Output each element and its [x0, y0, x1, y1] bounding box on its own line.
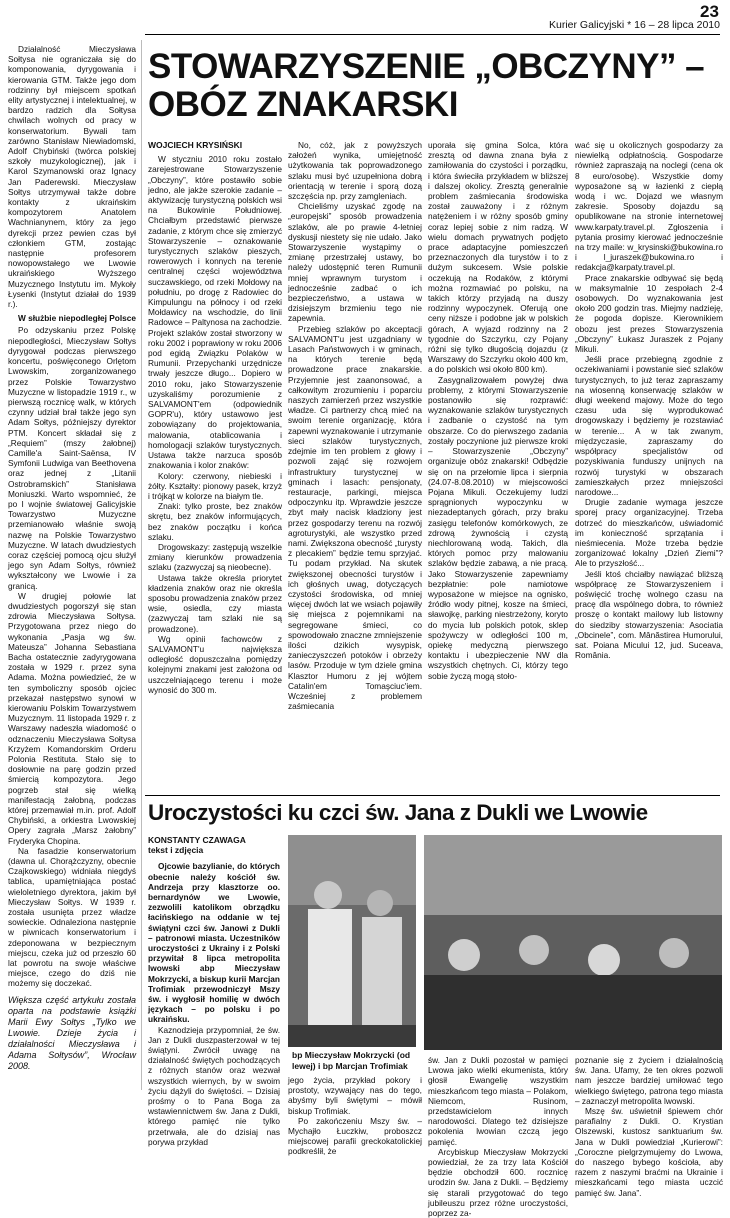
- paragraph: Kaznodzieja przypomniał, że św. Jan z Dukli duszpasterzował w tej świątyni. Zwrócił uwagę na działalność świętych pochodzących z różnych stanów oraz wezwał wszystkich wiernych, by w swoim życiu dążyli do świętości. – Dzisiaj prośmy o to Pana Boga za wstawiennictwem św. Jana z Dukli, którego pamięć nie tylko przetrwała, ale do dzisiaj nas porywa przykład: [148, 1024, 280, 1147]
- paragraph: poznanie się z życiem i działalnością św. Jana. Ufamy, że ten okres pozwoli nam jeszcze bardziej umiłować tego wielkiego świętego, patrona tego miasta – zaznaczył metropolita lwowski.: [575, 1055, 723, 1106]
- paragraph: Prace znakarskie odbywać się będą w maksymalnie 10 zespołach 2-4 osobowych. Do wyznakowania jest około 200 godzin tras. Miejmy nadzieję, że pogoda dopisze. Kierownikiem obozu jest prezes Stowarzyszenia „Obczyny” Łukasz Juraszek z Pojany Mikuli.: [575, 272, 723, 355]
- author-byline: KONSTANTY CZAWAGA: [148, 835, 246, 845]
- paragraph: Wg opinii fachowców z SALVAMONT'u największa odległość dopuszczalna pomiędzy kolejnymi znakami jest założona od uszczelniającego terenu i może wynosić do 300 m.: [148, 633, 282, 695]
- paragraph: Zasygnalizowałem powyżej dwa problemy, z którymi Stowarzyszenie postanowiło się rozprawić: wyznakowanie szlaków turystycznych i zadbanie o czystość na tym obszarze. Co do pierwszego zadania zostały poczynione już pierwsze kroki – Stowarzyszenie „Obczyny” organizuje obóz znakarski! Odbędzie się on na przełomie lipca i sierpnia (24.07-8.08.2010) w miejscowości Pojana Mikuli. Oczekujemy ludzi sprągnionych wypoczynku w niezadeptanych górach, przy braku zasięgu telefonów komórkowych, ze zdrową żywnością i czystą niechlorowaną wodą. Takich, dla których pomoc przy malowaniu szlaków będzie zabawą, a nie pracą. Jako Stowarzyszenie zapewniamy bezpłatnie: pole namiotowe wyposażone w miejsce na ognisko, źródło wody pitnej, kosze na śmieci, sławojkę, parking niestrzeżony, koryto do mycia lub polskich potok, sklep spożywczy w odległości 100 m, opiekę medyczną pierwszego kontaktu i ubezpieczenie NW dla wszystkich chętnych. Ci, którzy tego sobie życzą mogą stoło-: [428, 374, 568, 681]
- article1-col4: [575, 140, 723, 660]
- paragraph: Drugie zadanie wymaga jeszcze sporej pracy organizacyjnej. Trzeba dotrzeć do mieszkańców, uświadomić im konieczność sprzątania i nieśmiecenia. Może trzeba będzie zorganizować lokalny „Dzień Ziemi”? Ale to przyszłość...: [575, 497, 723, 569]
- paragraph: św. Jan z Dukli pozostał w pamięci Lwowa jako wielki ekumenista, który głosił Ewangelię wszystkim mieszkańcom tego miasta – Polakom, Niemcom, Rusinom, przedstawicielom innych narodowości. Dlatego też dzisiejsze pokolenia lwowian czczą jego pamięć.: [428, 1055, 568, 1147]
- section-rule: [145, 795, 720, 796]
- publication-line: Kurier Galicyjski * 16 – 28 lipca 2010: [548, 19, 720, 31]
- paragraph: Po zakończeniu Mszy św. – Mychajło Łuczkiw, proboszcz miejscowej parafii greckokatolickiej podkreślił, że: [288, 1115, 422, 1157]
- source-note: Większa część artykułu została oparta na podstawie książki Marii Ewy Sołtys „Tylko we Lwowie. Dzieje życia i działalności Mieczysława i Adama Sołtysów”, Wrocław 2008.: [8, 994, 136, 1071]
- photo-bishops: [288, 835, 416, 1047]
- article-headline: [148, 48, 723, 124]
- left-paragraph: Po odzyskaniu przez Polskę niepodległości, Mieczysław Sołtys dyrygował podczas pierwszego koncertu, poświęconego Orlętom Lwowskim, zorganizowanego przez Polskie Towarzystwo Muzyczne w listopadzie 1919 r., w pierwszą rocznicę walk, w których czynny udział brał także jego syn Adam Sołtys, późniejszy dyrektor PTM. Koncert składał się z „Requiem” (mszy żałobnej) Camille'a Saint-Saënsa, IV Symfonii Ludwiga van Beethovena oraz jednej z „Litanii Ostrobramskich” Stanisława Moniuszki. Warto wspomnieć, że po I wojnie światowej Galicyjskie Towarzystwo Muzyczne przemianowało właśnie swoją nazwę na Polskie Towarzystwo Muzyczne. W latach dwudziestych coraz częściej pomocą ojcu służył jego syn Adam Sołtys, również wykształcony we Lwowie i za granicą.: [8, 325, 136, 591]
- article2-col1: [148, 835, 280, 1147]
- column-divider: [141, 40, 142, 1090]
- paragraph: Jeśli prace przebiegną zgodnie z oczekiwaniami i powstanie sieć szlaków turystycznych, to już teraz zapraszamy na wiosenną konserwację szlaków w długi weekend majowy. Może do tego czasu uda się wyprodukować drogowskazy i będziemy je rozstawiać w terenie... A w tak zwanym, międzyczasie, zapraszamy do współpracy specjalistów od pozyskiwania funduszy unijnych na rozwój turystyki w obszarach zamieszkałych przez mniejszości narodowe...: [575, 354, 723, 497]
- article2-col2: [288, 1075, 422, 1157]
- lead-paragraph: Ojcowie bazylianie, do których obecnie należy kościół św. Andrzeja przy klasztorze oo. bernardynów we Lwowie, zezwolili katolikom obrządku łacińskiego na oddanie w tej świątyni czci św. Janowi z Dukli – patronowi miasta. Uczestników uroczystości z Ukrainy i z Polski przywitał 8 lipca metropolita lwowski abp Mieczysław Mokrzycki, a biskup kurii Marcjan Trofimiak przewodniczył Mszy św. i wygłosił homilię w dwóch językach – po polsku i po ukraińsku.: [148, 861, 280, 1025]
- headline-line: STOWARZYSZENIE „OBCZYNY” –: [148, 47, 705, 86]
- left-column: [8, 44, 136, 1072]
- left-paragraph: Działalność Mieczysława Sołtysa nie ograniczała się do komponowania, dyrygowania i kierowania GTM. Także jego dom rodzinny był miejscem spotkań elity artystycznej i intelektualnej, w bardzo radzich dla Sołtysa chwilach wolnych od pracy w konserwatorium. Bywali tam zarówno Stanisław Niewiadomski, Adolf Chybiński (twórca polskiej szkoły muzykologicznej), jak i Karol Szymanowski oraz Ignacy Jan Paderewski. Mieczysław Sołtys utrzymywał także dobre kontakty z ukraińskim kompozytorem Anatolem Wachnianynem, który za jego dyrekcji przez pewien czas był członkiem GTM, zostając następnie profesorem nowopowstałego we Lwowie ukraińskiego Wyższego Muzycznego Instytutu im. Mykoły Łysenki (Instytut działał do 1939 r.).: [8, 44, 136, 310]
- paragraph: Znaki: tylko proste, bez znaków skrętu, bez znaków informujących, bez znaków początku i końca szlaku.: [148, 501, 282, 542]
- paragraph: wać się u okolicznych gospodarzy za niewielką odpłatnością. Gospodarze również zapraszają na noclegi (cena ok 8 euro/osobę). Wszystkie domy wyposażone są w łazienki z ciepłą wodą i wc. Dojazd we własnym zakresie. Sposoby dojazdu są opublikowane na stronie internetowej www.karpaty.travel.pl. Zgłoszenia i pytania prosimy kierować jednocześnie na trzy maile: w_krysinski@bukowina.ro i l_juraszek@bukowina.ro i redakcja@karpaty.travel.pl.: [575, 140, 723, 273]
- header-rule: [145, 34, 720, 35]
- paragraph: Jeśli ktoś chciałby nawiązać bliższą współpracę ze Stowarzyszeniem i poświęcić trochę wolnego czasu na pracę dla wspólnego dobra, to również proszę o kontakt mailowy lub listowny do siedziby stowarzyszenia: Asociatia „Obcinele”, com. Mânăstirea Humorului, sat. Poiana Micului 12, jud. Suceava, România.: [575, 568, 723, 661]
- paragraph: Ustawa także określa priorytet kładzenia znaków oraz nie określa sposobu prowadzenia znaków przez wsie, osiedla, czy miasta (zazwyczaj tam szlaki nie są prowadzone).: [148, 572, 282, 634]
- left-paragraph: W drugiej połowie lat dwudziestych pogorszył się stan zdrowia Mieczysława Sołtysa. Przygotowana przez niego do wykonania „Pasja wg św. Mateusza” Johanna Sebastiana Bacha ostatecznie zadyrygowana została w 1929 r. przez syna Adama. Można powiedzieć, że w ten symboliczny sposób ojciec przekazał następstwo synowi w kierowaniu Polskim Towarzystwem Muzycznym. 11 listopada 1929 r. z Warszawy nadeszła wiadomość o odznaczeniu Mieczysława Sołtysa Krzyżem Komandorskim Orderu Polonia Restituta. Stało się to dosłownie na parę godzin przed śmiercią kompozytora. Jego pogrzeb stał się wielką manifestacją żałobną, podczas której przemawiał m.in. prof. Adolf Chybiński, a orkiestra Lwowskiej Opery zagrała „Marsz żałobny” Fryderyka Chopina.: [8, 590, 136, 846]
- paragraph: W styczniu 2010 roku zostało zarejestrowane Stowarzyszenie „Obczyny”, które postawiło sobie jedno, ale jakże szerokie zadanie – aktywizację turystyczną polskich wsi na Bukowinie Południowej. Chciałbym przedstawić pierwsze zadanie, z którym chce się zmierzyć Stowarzyszenie – oznakowanie turystycznych szlaków pieszych, rowerowych i konnych na terenie centralnej części województwa suczawskiego, od rzeki Mołdowy na południu, po drogę z Radowiec do Kimpulungu na północy i od rzeki Mołdawicy na wschodzie, do linii Radowce – Paltynosa na zachodzie. Projekt szlaków został stworzony w roku 2002 i poprawiony w roku 2006 pod egidą Związku Polaków w Rumunii. Przepychanki urzędnicze trwały jeszcze długo... Dopiero w 2010 roku, jako Stowarzyszenie uzyskaliśmy porozumienie z SALVAMONT'em (odpowiednik GOPR'u), który ustawowo jest zobowiązany do projektowania, malowania, otablicowania i homologacji szlaków turystycznych. Ustawa także narzuca sposób znakowania i kolor znaków:: [148, 154, 282, 471]
- article2-col4: [575, 1055, 723, 1198]
- photo-illustration: [424, 835, 722, 1050]
- paragraph: Chcieliśmy uzyskać zgodę na „europejski” sposób prowadzenia szlaków, ale po prawie 4-letniej dyskusji niestety się nie udało. Jako Stowarzyszenie wystąpimy o zmianę przestrzałej ustawy, bo należy udostępnić teren Rumunii mniej wprawnym turystom i jednocześnie zadbać o ich bezpieczeństwo, a ustawa w dzisiejszym brzmieniu tego nie zapewnia.: [288, 201, 422, 324]
- article2-col3: [428, 1055, 568, 1218]
- author-byline: WOJCIECH KRYSIŃSKI: [148, 140, 243, 150]
- article1-col3: [428, 140, 568, 681]
- article1-col1: [148, 140, 282, 695]
- photo-illustration: [288, 835, 416, 1047]
- left-paragraph: Na fasadzie konserwatorium (dawna ul. Chorążczyzny, obecnie Czajkowskiego) widniała niegdyś tablica, upamiętniająca postać wieloletniego dyrektora, jakim był Mieczysław Sołtys. W 1939 r. została usunięta przez władze sowieckie. Odnaleziona następnie w piwnicach konserwatorium i zdeponowana w bezpiecznym miejscu, czeka już od przeszło 60 lat powrotu na swoje właściwe miejsce, czego do dziś nie możemy się doczekać.: [8, 845, 136, 989]
- paragraph: Arcybiskup Mieczysław Mokrzycki powiedział, że za trzy lata Kościół będzie obchodził 600. rocznicę urodzin św. Jana z Dukli. – Będziemy się starali przygotować do tego jubileuszu przez różne uroczystości, poprzez za-: [428, 1146, 568, 1218]
- paragraph: Drogowskazy: zastępują wszelkie zmiany kierunków prowadzenia szlaku (zazwyczaj są nieobecne).: [148, 541, 282, 573]
- photo-caption: bp Mieczysław Mokrzycki (od lewej) i bp Marcjan Trofimiak: [292, 1050, 411, 1071]
- paragraph: jego życia, przykład pokory i prostoty, wzywający nas do tego, abyśmy byli świętymi – mówił biskup Trofimiak.: [288, 1075, 422, 1116]
- article1-col2: [288, 140, 422, 711]
- paragraph: No, cóż, jak z powyższych założeń wynika, umiejętność użytkowania tak poprowadzonego szlaku musi być uzupełniona dobrą orientacją w terenie i sporą dozą szczęścia np. przy zamgleniach.: [288, 140, 422, 202]
- paragraph: Kolory: czerwony, niebieski i żółty. Kształty: pionowy pasek, krzyż i trójkąt w kolorze na białym tle.: [148, 470, 282, 501]
- author-subline: tekst i zdjęcia: [148, 845, 204, 856]
- left-subheading: W służbie niepodległej Polsce: [17, 313, 136, 324]
- article2-headline: Uroczystości ku czci św. Jana z Dukli we Lwowie: [148, 800, 648, 825]
- paragraph: Mszę św. uświetnił śpiewem chór parafialny z Dukli. O. Krystian Olszewski, kustosz sanktuarium św. Jana w Dukli powiedział „Kurierowi”: „Coroczne pielgrzymujemy do Lwowa, do naszego bybego kościoła, aby razem z naszymi braćmi na Ukrainie i mieszkańcami tego miasta uczcić pamięć św. Jana”.: [575, 1106, 723, 1198]
- paragraph: Przebieg szlaków po akceptacji SALVAMONT'u jest uzgadniany w Lasach Państwowych i w gminach, na których terenie będą prowadzone prace znakarskie. Przyjemnie jest zaanonsować, a całkowitym zrozumieniu i poparciu naszych zamierzeń przez wszystkie władze. Ci partnerzy chcą mieć na swoim terenie organizację, która zapewni wyznakowanie i utrzymanie sieci szlaków turystycznych, zdejmie im ten problem z głowy i pozwoli zająć się rozwojem infrastruktury turystycznej w gminach i lasach: pensjonaty, restauracje, parkingi, miejsca odpoczynku itp. Wprawdzie jeszcze zbyt mały nacisk kładziony jest przez gospodarzy terenu na rozwój agroturystyki, ale wszystko przed nami. Zwiększona obecność „turysty z plecakiem” będzie temu sprzyjać. Tu podam przykład. Na skutek zwiększonej obecności turystów i ich głośnych uwag, dotyczących czystości środowiska, od mniej więcej dwóch lat we wsiach pojawiły się miejsca z pojemnikami na segregowane śmieci, co spowodowało znaczne zmniejszenie ilości dzikich wysypisk, zanieczyszczeń potoków i obrzeży lasów. Przoduje w tym dziele gmina Klasztor Humoru z jej wójtem Catalin'em Tomaşciuc'iem. Wcześniej z problemem zaśmiecania: [288, 323, 422, 712]
- paragraph: uporała się gmina Solca, która zresztą od dawna znana była z zamiłowania do czystości i porządku, i która świeciła przykładem w bliższej i dalszej okolicy. Zresztą generalnie problem zaśmiecania środowiska został zauważony i z różnym natężeniem i w różny sposób gminy coraz lepiej sobie z nim radzą. W wielu domach prywatnych podjęto prace adaptacyjne pomieszczeń przeznaczonych dla turystów i to z dużym sukcesem. Wsie polskie oczekują na Rodaków, z którymi można rozmawiać po polsku, na takich którzy przyjadą na duszy rodzinny wypoczynek. Oferują one ceny niższe i podobne jak w polskich górach, A wyjazd rodzinny na 2 tygodnie do Szczyrku, czy Pojany różni się tylko długością dojazdu (z Warszawy do Szczyrku około 400 km, a do polskich wsi około 800 km).: [428, 140, 568, 375]
- photo-congregation: [424, 835, 722, 1050]
- page-number: 23: [700, 2, 719, 21]
- headline-line: OBÓZ ZNAKARSKI: [148, 85, 458, 124]
